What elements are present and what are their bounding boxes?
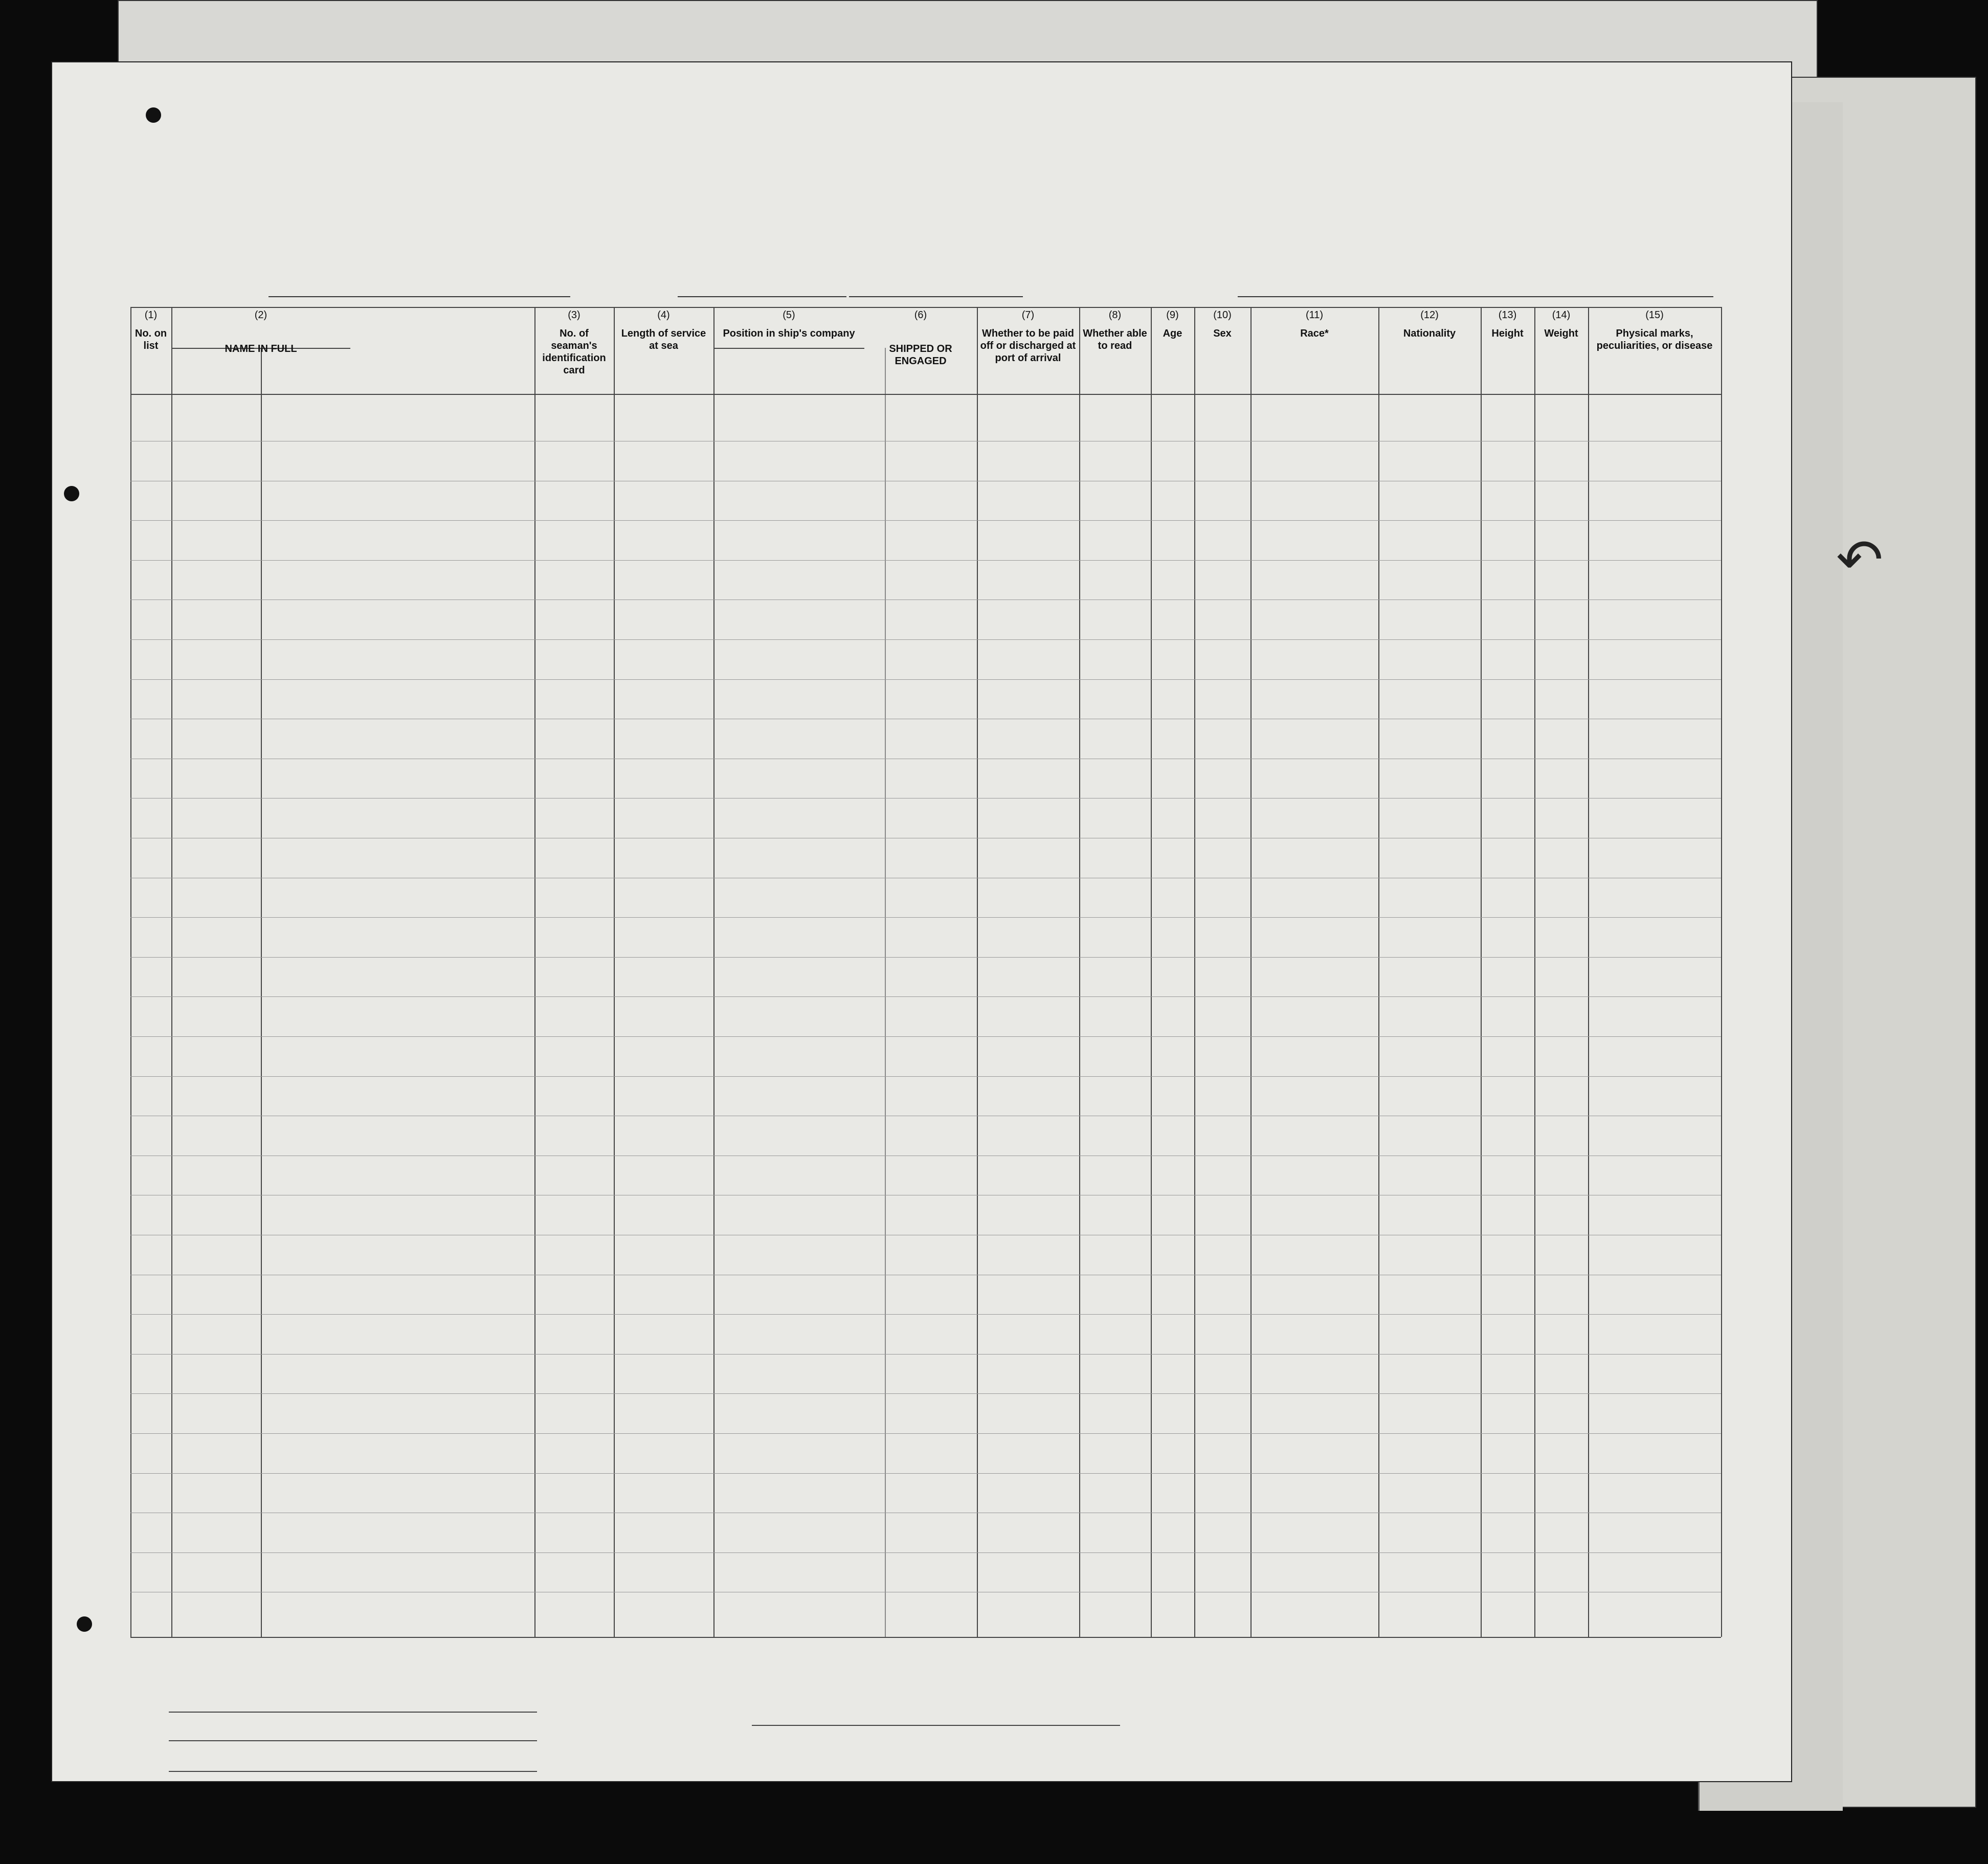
column-header: Race* [1300,328,1329,339]
column-header: Nationality [1403,328,1456,339]
arrow-mark: ↶ [1836,527,1884,592]
crew-table [130,307,1721,1637]
column-number: (1) [144,309,158,321]
column-header: Physical marks, peculiarities, or disease [1596,328,1713,351]
column-number: (13) [1498,309,1517,321]
column-header: Whether able to read [1083,328,1147,351]
sheet-number [1575,153,1585,173]
column-number: (8) [1108,309,1122,321]
column-header: Sex [1213,328,1232,339]
vessel-line [215,274,1724,299]
column-number: (4) [657,309,670,321]
column-number: (6) [914,309,927,321]
punch-hole [64,486,79,501]
column-header: Position in ship's company [723,328,855,339]
column-header: Weight [1544,328,1578,339]
punch-hole [77,1616,92,1632]
column-header: Whether to be paid off or discharged at port of arrival [980,328,1076,364]
column-number: (5) [783,309,795,321]
column-header: No. on list [135,328,167,351]
column-header: No. of seaman's identification card [542,328,606,376]
column-header: NAME IN FULL [225,343,297,354]
column-header: SHIPPED OR ENGAGED [889,343,952,367]
column-number: (2) [254,309,267,321]
column-header: Height [1491,328,1524,339]
column-number: (9) [1166,309,1179,321]
column-number: (7) [1021,309,1035,321]
column-number: (15) [1645,309,1664,321]
punch-hole [146,107,161,123]
column-number: (12) [1420,309,1439,321]
column-number: (14) [1552,309,1571,321]
column-header: Length of service at sea [621,328,706,351]
column-number: (10) [1213,309,1232,321]
column-number: (3) [568,309,580,321]
column-header: Age [1163,328,1182,339]
column-number: (11) [1305,309,1324,321]
